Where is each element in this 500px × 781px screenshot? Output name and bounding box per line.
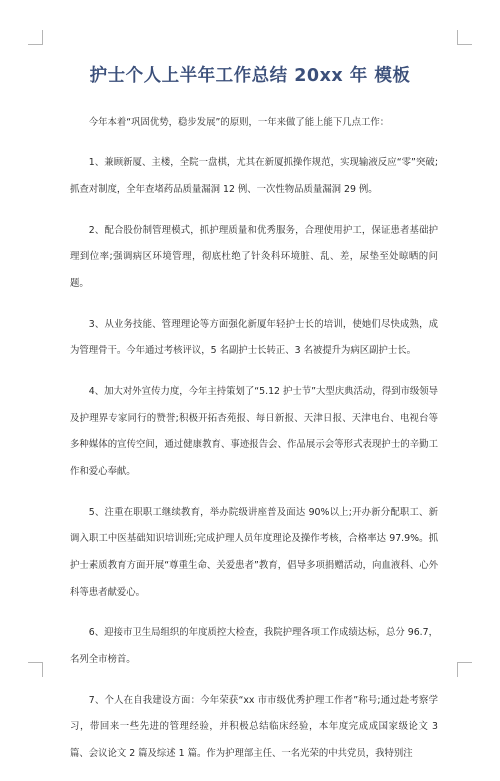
crop-mark-bottom-right xyxy=(457,662,472,677)
paragraph-item-7: 7、个人在自我建设方面：今年荣获“xx 市市级优秀护理工作者”称号;通过赴考察学习，带回来一些先进的管理经验，并积极总结临床经验，本年度完成成国家级论文 3 篇、会议论文 2 篇及综述 1 篇。作为护理部主任、一名光荣的中共党员，我特别注 xyxy=(70,694,438,760)
paragraph-intro: 今年本着“巩固优势，稳步发展”的原则，一年来做了能上能下几点工作： xyxy=(88,117,390,128)
paragraph-item-1: 1、兼顾新厦、主楼，全院一盘棋，尤其在新厦抓操作规范，实现输液反应“零”突破;抓查对制度，全年查堵药品质量漏洞 12 例、一次性物品质量漏洞 29 例。 xyxy=(70,157,438,196)
crop-mark-bottom-left xyxy=(28,662,43,677)
paragraph-item-5: 5、注重在职职工继续教育，举办院级讲座普及面达 90%以上;开办新分配职工、新调入职工中医基础知识培训班;完成护理人员年度理论及操作考核，合格率达 97.9%。抓护士素质教育方面开展“尊重生命、关爱患者”教育，倡导多项捐赠活动，向血液科、心外科等患者献爱心。 xyxy=(70,506,438,598)
paragraph-item-4: 4、加大对外宣传力度，今年主持策划了“5.12 护士节”大型庆典活动，得到市级领导及护理界专家同行的赞誉;积极开拓杏苑报、每日新报、天津日报、天津电台、电视台等多种媒体的宣传空间，通过健康教育、事迹报告会、作品展示会等形式表现护士的辛勤工作和爱心奉献。 xyxy=(70,385,438,478)
document-body xyxy=(70,110,438,781)
paragraph-item-2: 2、配合股份制管理模式，抓护理质量和优秀服务，合理使用护工，保证患者基础护理到位率;强调病区环境管理，彻底杜绝了针灸科环境脏、乱、差，尿垫至处晾晒的问题。 xyxy=(70,224,438,290)
crop-mark-top-right xyxy=(457,30,472,45)
paragraph-item-6: 6、迎接市卫生局组织的年度质控大检查，我院护理各项工作成绩达标，总分 96.7，名列全市榜首。 xyxy=(70,627,438,666)
crop-mark-top-left xyxy=(28,30,43,45)
paragraph-item-3: 3、从业务技能、管理理论等方面强化新厦年轻护士长的培训，使她们尽快成熟，成为管理骨干。今年通过考核评议，5 名副护士长转正、3 名被提升为病区副护士长。 xyxy=(70,318,438,357)
document-title: 护士个人上半年工作总结 20xx 年 模板 xyxy=(89,66,411,86)
